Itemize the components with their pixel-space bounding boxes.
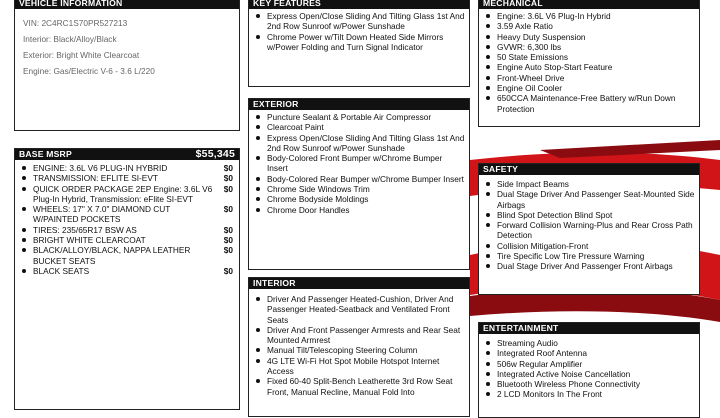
mechanical-item: 3.59 Axle Ratio [483, 21, 695, 31]
mechanical-item: 50 State Emissions [483, 52, 695, 62]
exterior-item: Puncture Sealant & Portable Air Compressor [253, 112, 465, 122]
exterior-color-text: Exterior: Bright White Clearcoat [23, 50, 140, 60]
safety-item: Tire Specific Low Tire Pressure Warning [483, 251, 695, 261]
base-msrp-price: $55,345 [195, 148, 235, 160]
entertainment-item: Integrated Roof Antenna [483, 348, 695, 358]
entertainment-item: Bluetooth Wireless Phone Connectivity [483, 379, 695, 389]
exterior-item: Body-Colored Front Bumper w/Chrome Bumper Insert [253, 153, 465, 174]
interior-panel [248, 277, 470, 417]
vehicle-info-panel [14, 0, 240, 131]
entertainment-item: 506w Regular Amplifier [483, 359, 695, 369]
base-msrp-title: BASE MSRP [19, 149, 72, 159]
exterior-panel [248, 98, 470, 270]
msrp-item: TIRES: 235/65R17 BSW AS $0 [19, 225, 235, 235]
exterior-item: Body-Colored Rear Bumper w/Chrome Bumper Insert [253, 174, 465, 184]
interior-color-text: Interior: Black/Alloy/Black [23, 34, 117, 44]
exterior-item: Express Open/Close Sliding And Tilting Glass 1st And 2nd Row Sunroof w/Power Sunshade [253, 133, 465, 154]
key-feature-item: Chrome Power w/Tilt Down Heated Side Mirrors w/Power Folding and Turn Signal Indicator [253, 32, 465, 53]
key-feature-item: Express Open/Close Sliding And Tilting Glass 1st And 2nd Row Sunroof w/Power Sunshade [253, 11, 465, 32]
msrp-item: BLACK/ALLOY/BLACK, NAPPA LEATHER BUCKET SEATS $0 [19, 245, 235, 266]
entertainment-title: ENTERTAINMENT [483, 323, 559, 333]
mechanical-item: GVWR: 6,300 lbs [483, 42, 695, 52]
exterior-item: Chrome Side Windows Trim [253, 184, 465, 194]
msrp-item: ENGINE: 3.6L V6 PLUG-IN HYBRID $0 [19, 163, 235, 173]
vehicle-info-header [15, 0, 239, 9]
msrp-item: QUICK ORDER PACKAGE 2EP Engine: 3.6L V6 Plug-In Hybrid, Transmission: eFlite SI-EVT $0 [19, 184, 235, 205]
safety-header [479, 164, 699, 175]
safety-item: Side Impact Beams [483, 179, 695, 189]
msrp-item: WHEELS: 17" X 7.0" DIAMOND CUT W/PAINTED POCKETS $0 [19, 204, 235, 225]
msrp-item: TRANSMISSION: EFLITE SI-EVT $0 [19, 173, 235, 183]
entertainment-item: 2 LCD Monitors In The Front [483, 389, 695, 399]
entertainment-item: Streaming Audio [483, 338, 695, 348]
base-msrp-panel [14, 148, 240, 410]
exterior-item: Chrome Door Handles [253, 205, 465, 215]
safety-item: Blind Spot Detection Blind Spot [483, 210, 695, 220]
exterior-item: Chrome Bodyside Moldings [253, 194, 465, 204]
vehicle-info-title: VEHICLE INFORMATION [19, 0, 123, 8]
interior-header [249, 278, 469, 289]
vin-text: VIN: 2C4RC1S70PR527213 [23, 18, 128, 28]
safety-item: Dual Stage Driver And Passenger Seat-Mounted Side Airbags [483, 189, 695, 210]
safety-item: Dual Stage Driver And Passenger Front Airbags [483, 261, 695, 271]
safety-item: Forward Collision Warning-Plus and Rear Cross Path Detection [483, 220, 695, 241]
entertainment-header [479, 323, 699, 334]
base-msrp-header [15, 149, 239, 160]
interior-item: Driver And Front Passenger Armrests and Rear Seat Mounted Armrest [253, 325, 465, 346]
mechanical-item: Engine Oil Cooler [483, 83, 695, 93]
interior-item: Fixed 60-40 Split-Bench Leatherette 3rd Row Seat Front, Manual Recline, Manual Fold Into [253, 376, 465, 397]
mechanical-item: Engine: 3.6L V6 Plug-In Hybrid [483, 11, 695, 21]
mechanical-item: Front-Wheel Drive [483, 73, 695, 83]
exterior-item: Clearcoat Paint [253, 122, 465, 132]
safety-panel [478, 163, 700, 295]
safety-item: Collision Mitigation-Front [483, 241, 695, 251]
key-features-title: KEY FEATURES [253, 0, 321, 8]
mechanical-header [479, 0, 699, 9]
interior-item: 4G LTE Wi-Fi Hot Spot Mobile Hotspot Internet Access [253, 356, 465, 377]
msrp-item: BRIGHT WHITE CLEARCOAT $0 [19, 235, 235, 245]
mechanical-item: Engine Auto Stop-Start Feature [483, 62, 695, 72]
mechanical-item: Heavy Duty Suspension [483, 32, 695, 42]
exterior-header [249, 99, 469, 110]
exterior-title: EXTERIOR [253, 99, 299, 109]
key-features-header [249, 0, 469, 9]
mechanical-panel [478, 0, 700, 127]
msrp-item: BLACK SEATS $0 [19, 266, 235, 276]
engine-text: Engine: Gas/Electric V-6 - 3.6 L/220 [23, 66, 155, 76]
mechanical-item: 650CCA Maintenance-Free Battery w/Run Down Protection [483, 93, 695, 114]
interior-title: INTERIOR [253, 278, 296, 288]
mechanical-title: MECHANICAL [483, 0, 543, 8]
safety-title: SAFETY [483, 164, 519, 174]
interior-item: Manual Tilt/Telescoping Steering Column [253, 345, 465, 355]
key-features-panel [248, 0, 470, 87]
entertainment-item: Integrated Active Noise Cancellation [483, 369, 695, 379]
interior-item: Driver And Passenger Heated-Cushion, Driver And Passenger Heated-Seatback and Ventilated Front Seats [253, 294, 465, 325]
